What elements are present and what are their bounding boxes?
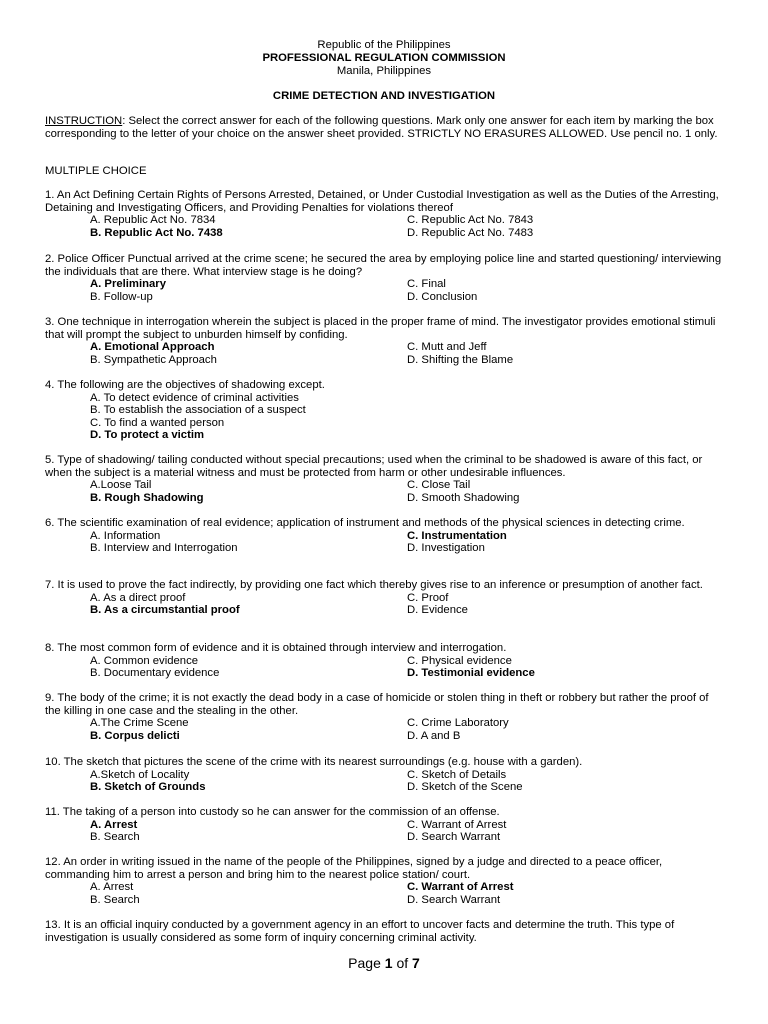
question-stem: 5. Type of shadowing/ tailing conducted without special precautions; used when the criminal to be shadowed is aware of this fact, or when the subject is a material witness and must be protected from harm or other undesirable influences. (45, 454, 703, 479)
answer-option: D. Sketch of the Scene (407, 781, 523, 794)
answer-option: C. Republic Act No. 7843 (407, 214, 534, 227)
answer-option: D. Search Warrant (407, 831, 501, 844)
answer-option: C. Proof (407, 591, 449, 604)
answer-option: A. Information (90, 529, 161, 542)
question-4 (45, 379, 725, 442)
question-2 (45, 253, 725, 303)
answer-option: C. Physical evidence (407, 654, 512, 667)
question-12 (45, 856, 725, 906)
question-3 (45, 316, 725, 366)
answer-option: C. Crime Laboratory (407, 717, 509, 730)
question-stem: 8. The most common form of evidence and it is obtained through interview and interrogation. (45, 642, 507, 654)
answer-options (90, 479, 725, 504)
answer-option: B. Interview and Interrogation (90, 542, 238, 555)
question-5 (45, 454, 725, 504)
answer-option-correct: C. Instrumentation (407, 529, 507, 542)
question-stem: 13. It is an official inquiry conducted by a government agency in an effort to uncover facts and determine the truth. This type of investigation is usually considered as some form of inquiry concerning criminal activity. (45, 919, 675, 944)
answer-option: D. Investigation (407, 542, 485, 555)
header-republic: Republic of the Philippines (317, 39, 451, 51)
answer-option: B. Search (90, 831, 140, 844)
question-stem: 12. An order in writing issued in the name of the people of the Philippines, signed by a judge and directed to a peace officer, commanding him to arrest a person and bring him to the nearest police station/ court. (45, 856, 663, 881)
instruction-paragraph (45, 115, 725, 140)
footer-total-pages: 7 (412, 955, 420, 971)
answer-options (90, 819, 725, 844)
answer-options (90, 592, 725, 617)
answer-option: D. Smooth Shadowing (407, 491, 520, 504)
footer-of-word: of (392, 955, 413, 971)
answer-option-correct: D. To protect a victim (90, 429, 205, 442)
answer-option: C. Close Tail (407, 479, 471, 492)
answer-option: A.Loose Tail (90, 479, 152, 492)
answer-option-correct: B. Rough Shadowing (90, 491, 204, 504)
question-stem: 3. One technique in interrogation wherein the subject is placed in the proper frame of mind. The investigator provides emotional stimuli that will prompt the subject to unburden himself by confiding. (45, 316, 716, 341)
answer-option: B. Documentary evidence (90, 667, 220, 680)
page-footer (0, 955, 768, 971)
question-13 (45, 919, 725, 944)
question-stem: 2. Police Officer Punctual arrived at the crime scene; he secured the area by employing police line and started questioning/ interviewing the individuals that are there. What interview stage is he doing? (45, 253, 722, 278)
answer-option-correct: C. Warrant of Arrest (407, 881, 514, 894)
answer-option: C. To find a wanted person (90, 416, 225, 429)
answer-option: A.The Crime Scene (90, 717, 189, 730)
answer-option: A. Common evidence (90, 654, 198, 667)
answer-option: A.Sketch of Locality (90, 768, 190, 781)
footer-current-page: 1 (384, 955, 393, 971)
question-stem: 7. It is used to prove the fact indirectly, by providing one fact which thereby gives rise to an inference or presumption of another fact. (45, 579, 703, 591)
question-stem: 9. The body of the crime; it is not exactly the dead body in a case of homicide or stolen thing in theft or robbery but rather the proof of the killing in one case and the stealing in the other. (45, 692, 709, 717)
answer-options (90, 530, 725, 555)
answer-option: B. Follow-up (90, 290, 153, 303)
question-8 (45, 642, 725, 680)
answer-options (90, 655, 725, 680)
question-7 (45, 579, 725, 617)
question-stem: 11. The taking of a person into custody so he can answer for the commission of an offense. (45, 806, 500, 818)
footer-page-word: Page (348, 955, 385, 971)
question-10 (45, 756, 725, 794)
document-header (0, 39, 768, 77)
question-stem: 6. The scientific examination of real evidence; application of instrument and methods of the physical sciences in detecting crime. (45, 517, 685, 529)
answer-options (90, 717, 725, 742)
answer-option: B. To establish the association of a suspect (90, 404, 306, 417)
question-stem: 10. The sketch that pictures the scene of the crime with its nearest surroundings (e.g. house with a garden). (45, 756, 583, 768)
section-heading: MULTIPLE CHOICE (45, 165, 147, 177)
answer-option: B. Search (90, 893, 140, 906)
answer-options (90, 881, 725, 906)
answer-option: D. A and B (407, 729, 461, 742)
answer-option: C. Sketch of Details (407, 768, 507, 781)
answer-option: D. Conclusion (407, 290, 478, 303)
answer-option-correct: D. Testimonial evidence (407, 667, 535, 680)
answer-option: D. Republic Act No. 7483 (407, 226, 534, 239)
answer-option-correct: B. As a circumstantial proof (90, 604, 240, 617)
answer-option-correct: B. Republic Act No. 7438 (90, 226, 223, 239)
exam-title: CRIME DETECTION AND INVESTIGATION (272, 90, 496, 102)
answer-option-correct: B. Corpus delicti (90, 729, 180, 742)
header-commission: PROFESSIONAL REGULATION COMMISSION (262, 51, 506, 64)
question-6 (45, 517, 725, 555)
answer-option: C. Final (407, 278, 446, 291)
answer-option-correct: A. Preliminary (90, 278, 166, 291)
answer-option: D. Search Warrant (407, 893, 501, 906)
answer-options (90, 214, 725, 239)
answer-option: C. Warrant of Arrest (407, 818, 507, 831)
answer-option-correct: A. Arrest (90, 818, 138, 831)
instruction-label: INSTRUCTION (45, 115, 123, 127)
answer-option: D. Shifting the Blame (407, 353, 514, 366)
answer-option: C. Mutt and Jeff (407, 341, 487, 354)
answer-option: D. Evidence (407, 604, 468, 617)
answer-option: A. To detect evidence of criminal activities (90, 391, 299, 404)
answer-options (90, 392, 725, 442)
answer-option: A. Arrest (90, 881, 134, 894)
answer-options (90, 278, 725, 303)
instruction-text: : Select the correct answer for each of the following questions. Mark only one answer for each item by marking the box corresponding to the letter of your choice on the answer sheet provided. STRICTLY NO ERASURES ALLOWED. Use pencil no. 1 only. (45, 115, 718, 140)
answer-option-correct: A. Emotional Approach (90, 341, 215, 354)
question-1 (45, 189, 725, 239)
question-stem: 4. The following are the objectives of shadowing except. (45, 379, 325, 391)
answer-option-correct: B. Sketch of Grounds (90, 781, 206, 794)
header-location: Manila, Philippines (336, 64, 432, 77)
answer-option: B. Sympathetic Approach (90, 353, 217, 366)
question-11 (45, 806, 725, 844)
answer-option: A. Republic Act No. 7834 (90, 214, 216, 227)
question-stem: 1. An Act Defining Certain Rights of Persons Arrested, Detained, or Under Custodial Investigation as well as the Duties of the Arresting, Detaining and Investigating Officers, and Providing Penalties for violations thereof (45, 189, 719, 214)
answer-option: A. As a direct proof (90, 591, 186, 604)
answer-options (90, 769, 725, 794)
answer-options (90, 341, 725, 366)
question-9 (45, 692, 725, 742)
